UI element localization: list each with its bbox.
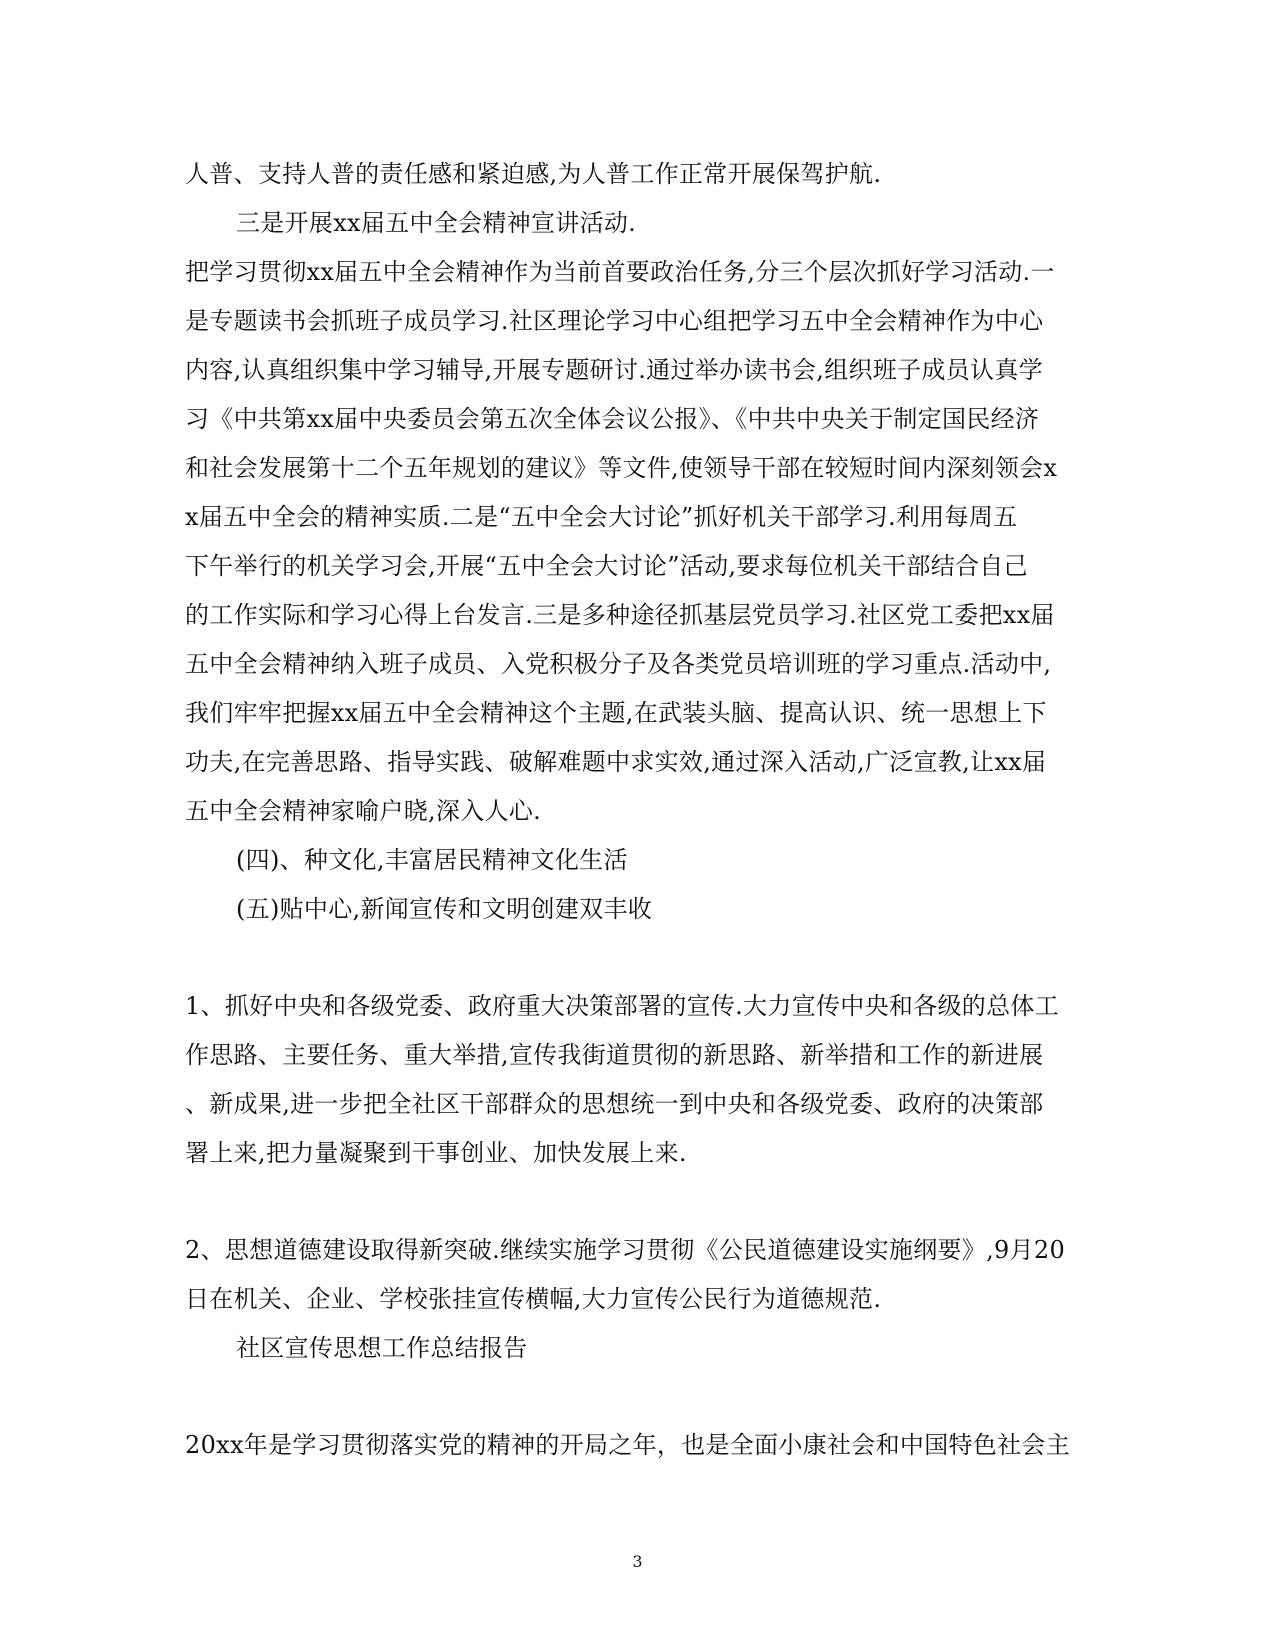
text-line: 、新成果,进一步把全社区干部群众的思想统一到中央和各级党委、政府的决策部 <box>185 1090 1044 1118</box>
text-line: 三是开展xx届五中全会精神宣讲活动. <box>236 209 637 237</box>
text-line: 内容,认真组织集中学习辅导,开展专题研讨.通过举办读书会,组织班子成员认真学 <box>185 356 1043 384</box>
text-line: 我们牢牢把握xx届五中全会精神这个主题,在武装头脑、提高认识、统一思想上下 <box>185 699 1047 727</box>
text-line: 下午举行的机关学习会,开展“五中全会大讨论”活动,要求每位机关干部结合自己 <box>185 552 1028 580</box>
text-line: 作思路、主要任务、重大举措,宣传我街道贯彻的新思路、新举措和工作的新进展 <box>185 1041 1044 1069</box>
page-number: 3 <box>632 1552 643 1571</box>
text-line: 功夫,在完善思路、指导实践、破解难题中求实效,通过深入活动,广泛宣教,让xx届 <box>185 748 1047 776</box>
text-line: 的工作实际和学习心得上台发言.三是多种途径抓基层党员学习.社区党工委把xx届 <box>185 601 1055 629</box>
text-line: x届五中全会的精神实质.二是“五中全会大讨论”抓好机关干部学习.利用每周五 <box>185 503 1018 531</box>
text-line: 是专题读书会抓班子成员学习.社区理论学习中心组把学习五中全会精神作为中心 <box>185 307 1044 335</box>
text-line: 五中全会精神纳入班子成员、入党积极分子及各类党员培训班的学习重点.活动中, <box>185 650 1052 678</box>
text-line: 署上来,把力量凝聚到干事创业、加快发展上来. <box>185 1139 687 1167</box>
text-line: 把学习贯彻xx届五中全会精神作为当前首要政治任务,分三个层次抓好学习活动.一 <box>185 258 1055 286</box>
text-line: 习《中共第xx届中央委员会第五次全体会议公报》、《中共中央关于制定国民经济 <box>185 405 1040 433</box>
text-line: 20xx年是学习贯彻落实党的精神的开局之年，也是全面小康社会和中国特色社会主 <box>185 1431 1071 1459</box>
section-heading: (四)、种文化,丰富居民精神文化生活 <box>236 846 628 874</box>
text-line: 和社会发展第十二个五年规划的建议》等文件,使领导干部在较短时间内深刻领会x <box>185 454 1058 482</box>
text-line: 五中全会精神家喻户晓,深入人心. <box>185 797 542 825</box>
report-title: 社区宣传思想工作总结报告 <box>236 1334 528 1362</box>
text-line: 1、抓好中央和各级党委、政府重大决策部署的宣传.大力宣传中央和各级的总体工 <box>185 992 1059 1020</box>
text-line: 日在机关、企业、学校张挂宣传横幅,大力宣传公民行为道德规范. <box>185 1285 882 1313</box>
text-line: 2、思想道德建设取得新突破.继续实施学习贯彻《公民道德建设实施纲要》,9月20 <box>185 1236 1066 1264</box>
section-heading: (五)贴中心,新闻宣传和文明创建双丰收 <box>236 895 653 923</box>
text-line: 人普、支持人普的责任感和紧迫感,为人普工作正常开展保驾护航. <box>185 160 882 188</box>
